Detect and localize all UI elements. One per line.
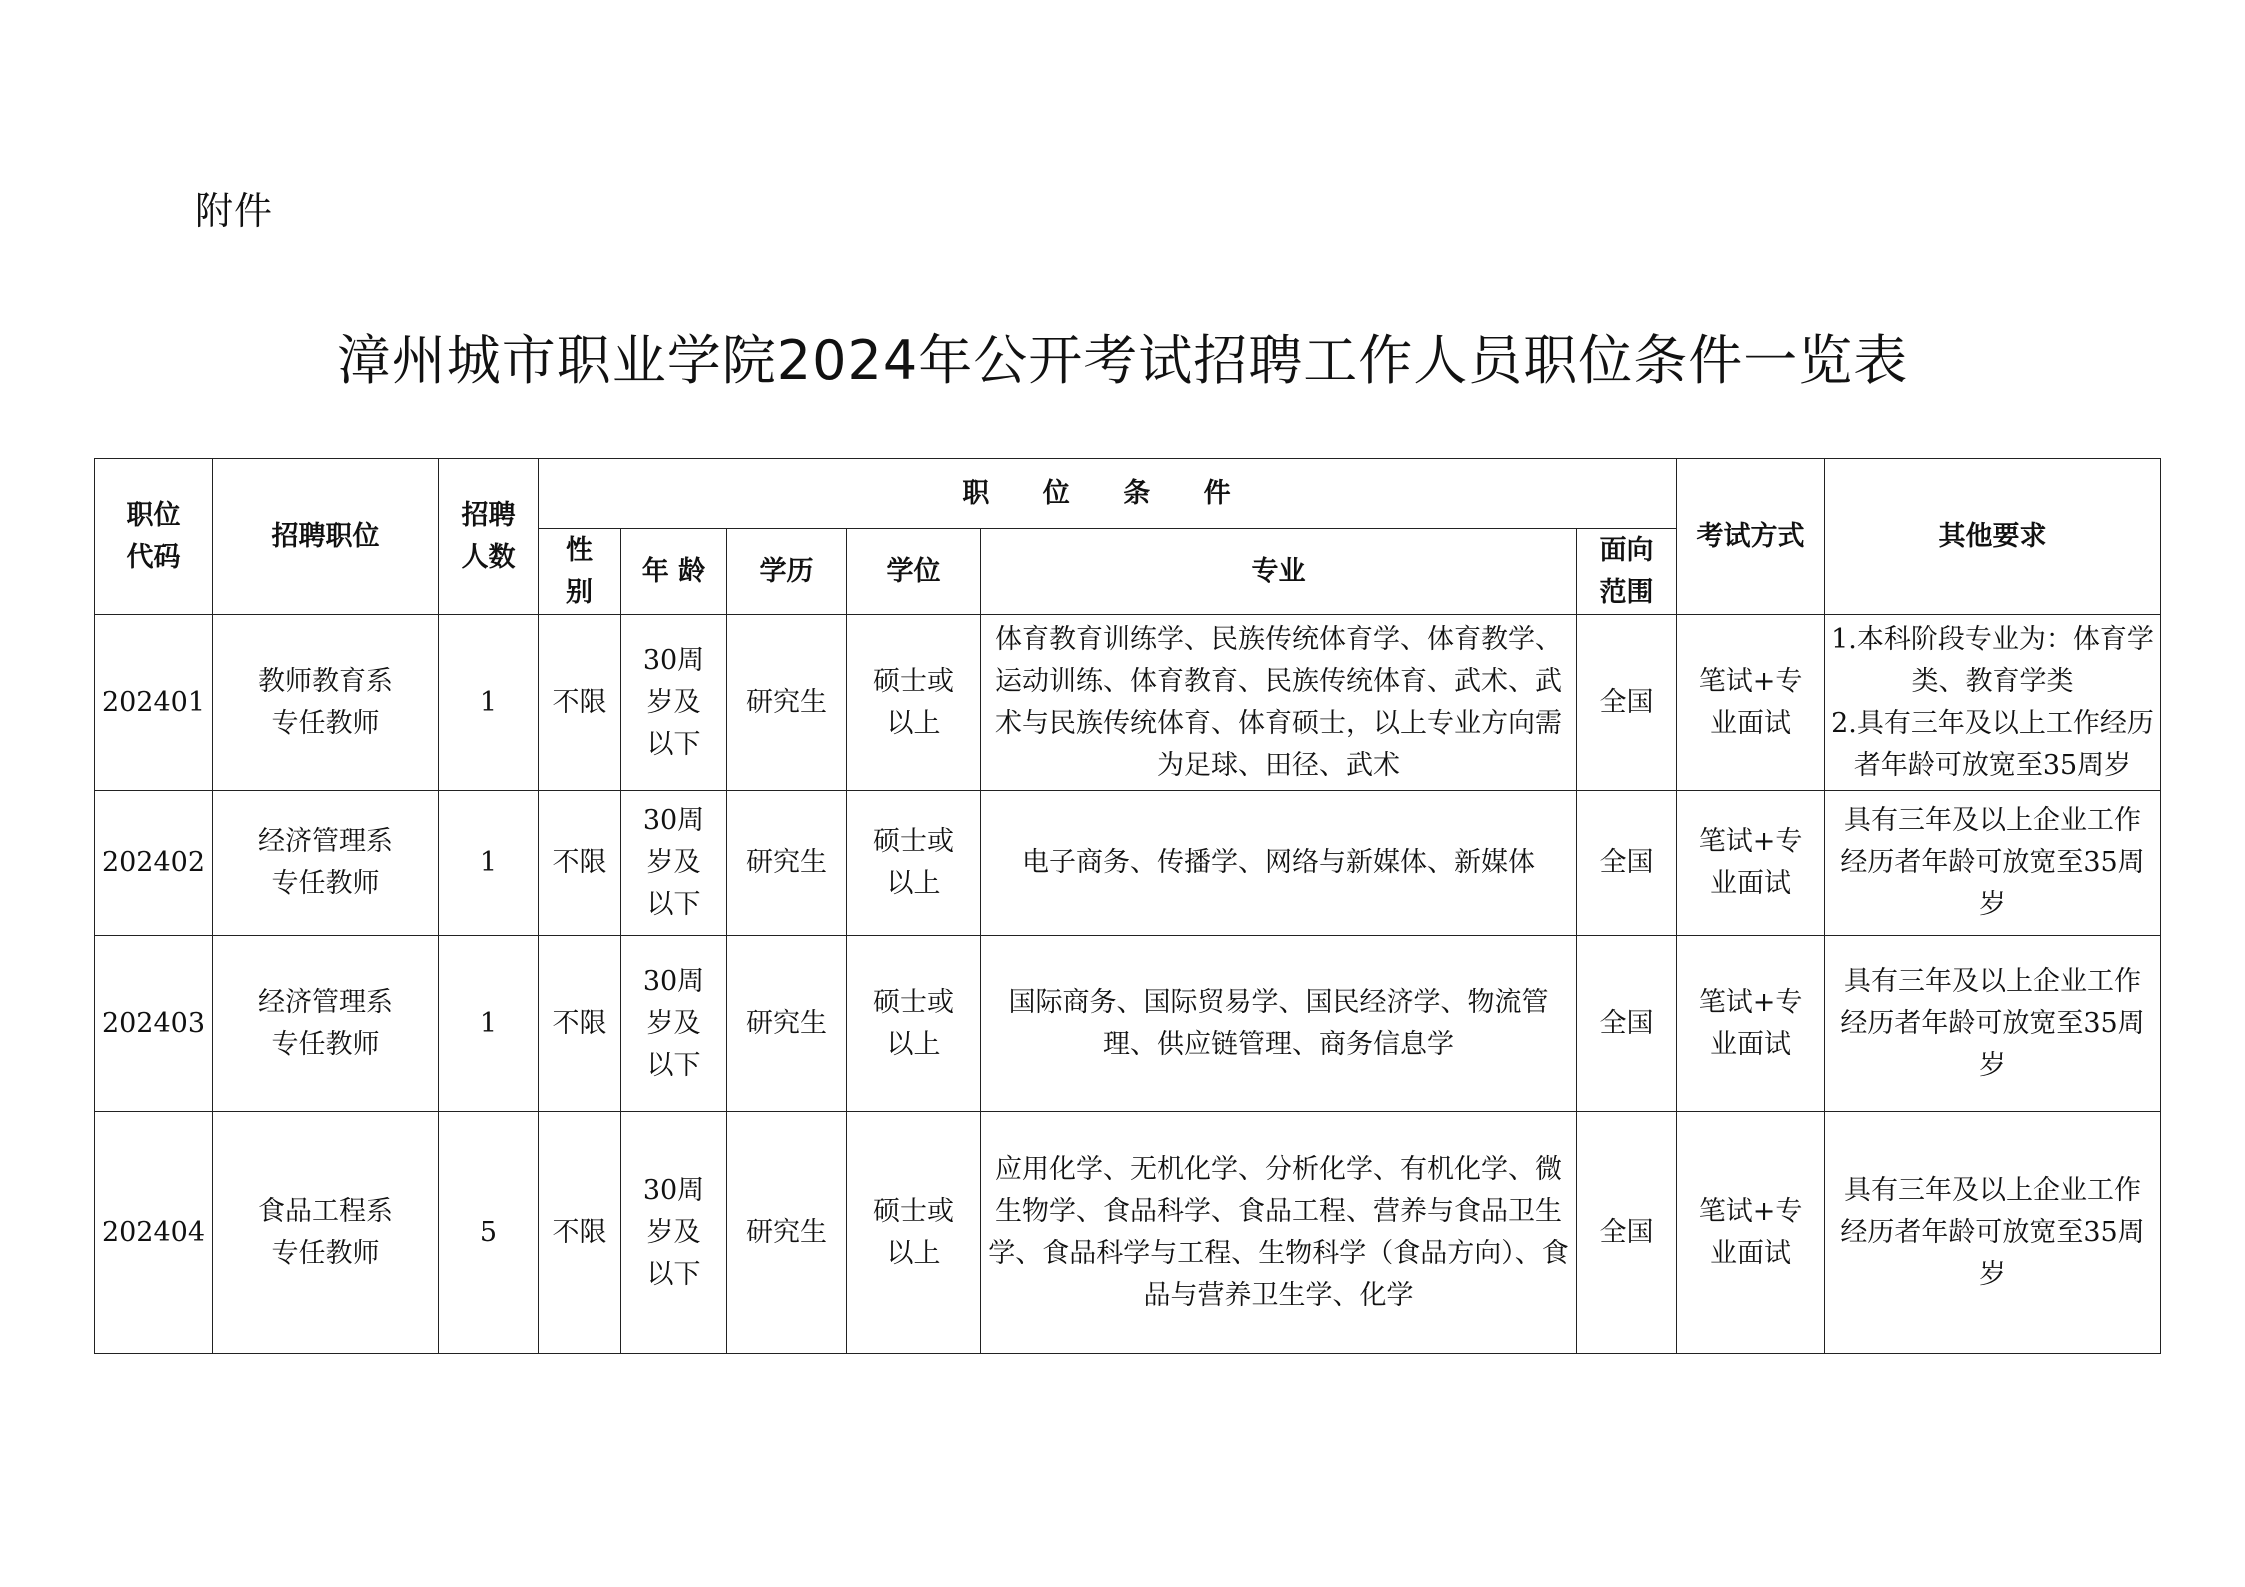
cell-major: 电子商务、传播学、网络与新媒体、新媒体 <box>981 791 1577 936</box>
cell-education: 研究生 <box>727 936 847 1112</box>
cell-line: 1.本科阶段专业为：体育学类、教育学类 <box>1831 623 2154 697</box>
cell-line: 岁及 <box>646 1216 701 1248</box>
cell-line: 范围 <box>1599 576 1654 608</box>
cell-line: 30周 <box>642 644 705 676</box>
cell-line: 业面试 <box>1710 868 1792 899</box>
cell-position <box>213 936 439 1112</box>
cell-gender: 不限 <box>539 936 621 1112</box>
cell-exam <box>1677 936 1825 1112</box>
cell-count: 1 <box>439 936 539 1112</box>
cell-line: 笔试+专 <box>1698 665 1803 697</box>
cell-line: 具有三年及以上企业工作经历者年龄可放宽至35周岁 <box>1840 1174 2145 1290</box>
cell-line: 食品工程系 <box>258 1195 393 1227</box>
header-major: 专业 <box>981 529 1577 615</box>
cell-line: 专任教师 <box>271 707 380 739</box>
cell-line: 经济管理系 <box>258 986 393 1018</box>
cell-line: 硕士或 <box>873 826 954 857</box>
cell-line: 业面试 <box>1710 1028 1792 1060</box>
cell-line: 硕士或 <box>873 986 954 1018</box>
cell-education: 研究生 <box>727 1112 847 1354</box>
cell-line: 以下 <box>646 1258 701 1290</box>
cell-gender: 不限 <box>539 615 621 791</box>
cell-line: 具有三年及以上企业工作经历者年龄可放宽至35周岁 <box>1840 805 2145 920</box>
cell-other <box>1825 936 2161 1112</box>
cell-scope: 全国 <box>1577 791 1677 936</box>
cell-line: 30周 <box>642 805 705 836</box>
cell-age <box>621 615 727 791</box>
positions-table <box>94 458 2161 1354</box>
cell-line: 业面试 <box>1710 1237 1792 1269</box>
cell-line: 2.具有三年及以上工作经历者年龄可放宽至35周岁 <box>1831 707 2154 781</box>
cell-other <box>1825 1112 2161 1354</box>
cell-major: 国际商务、国际贸易学、国民经济学、物流管理、供应链管理、商务信息学 <box>981 936 1577 1112</box>
cell-line: 笔试+专 <box>1698 1195 1803 1227</box>
cell-line: 专任教师 <box>271 868 380 899</box>
cell-line: 岁及 <box>646 1007 701 1039</box>
cell-line: 代码 <box>126 541 181 573</box>
cell-scope: 全国 <box>1577 615 1677 791</box>
cell-line: 专任教师 <box>271 1028 380 1060</box>
cell-line: 性 <box>566 534 593 566</box>
cell-exam <box>1677 1112 1825 1354</box>
cell-line: 以下 <box>646 1049 701 1081</box>
cell-line: 以上 <box>886 707 941 739</box>
cell-line: 以下 <box>646 889 701 920</box>
header-scope <box>1577 529 1677 615</box>
header-education: 学历 <box>727 529 847 615</box>
cell-line: 硕士或 <box>873 1195 954 1227</box>
cell-degree <box>847 615 981 791</box>
cell-line: 具有三年及以上企业工作经历者年龄可放宽至35周岁 <box>1840 965 2145 1081</box>
cell-code: 202401 <box>95 615 213 791</box>
header-degree: 学位 <box>847 529 981 615</box>
cell-line: 笔试+专 <box>1698 986 1803 1018</box>
cell-line: 教师教育系 <box>258 665 393 697</box>
cell-line: 职位 <box>126 499 181 531</box>
cell-line: 笔试+专 <box>1698 826 1803 857</box>
cell-gender: 不限 <box>539 1112 621 1354</box>
cell-line: 硕士或 <box>873 665 954 697</box>
cell-line: 岁及 <box>646 847 701 878</box>
cell-count: 5 <box>439 1112 539 1354</box>
table-body <box>95 615 2161 1354</box>
table-row <box>95 936 2161 1112</box>
cell-major: 体育教育训练学、民族传统体育学、体育教学、运动训练、体育教育、民族传统体育、武术、武术与民族传统体育、体育硕士，以上专业方向需为足球、田径、武术 <box>981 615 1577 791</box>
cell-count: 1 <box>439 791 539 936</box>
cell-line: 以上 <box>886 1028 941 1060</box>
cell-degree <box>847 791 981 936</box>
cell-line: 30周 <box>642 965 705 997</box>
cell-gender: 不限 <box>539 791 621 936</box>
cell-other <box>1825 791 2161 936</box>
header-gender <box>539 529 621 615</box>
cell-line: 岁及 <box>646 686 701 718</box>
cell-exam <box>1677 791 1825 936</box>
cell-scope: 全国 <box>1577 936 1677 1112</box>
cell-line: 经济管理系 <box>258 826 393 857</box>
cell-degree <box>847 1112 981 1354</box>
table-header <box>95 459 2161 615</box>
attachment-label: 附件 <box>195 189 274 233</box>
cell-line: 人数 <box>461 541 516 573</box>
cell-line: 专任教师 <box>271 1237 380 1269</box>
cell-age <box>621 1112 727 1354</box>
cell-age <box>621 936 727 1112</box>
header-age: 年 龄 <box>621 529 727 615</box>
cell-code: 202403 <box>95 936 213 1112</box>
cell-line: 30周 <box>642 1174 705 1206</box>
cell-major: 应用化学、无机化学、分析化学、有机化学、微生物学、食品科学、食品工程、营养与食品卫生学、食品科学与工程、生物科学（食品方向）、食品与营养卫生学、化学 <box>981 1112 1577 1354</box>
cell-line: 以上 <box>886 868 941 899</box>
header-code <box>95 459 213 615</box>
cell-code: 202402 <box>95 791 213 936</box>
cell-education: 研究生 <box>727 791 847 936</box>
cell-exam <box>1677 615 1825 791</box>
header-other: 其他要求 <box>1825 459 2161 615</box>
cell-position <box>213 791 439 936</box>
cell-code: 202404 <box>95 1112 213 1354</box>
cell-line: 业面试 <box>1710 707 1792 739</box>
header-conditions: 职 位 条 件 <box>539 459 1677 529</box>
table-row <box>95 791 2161 936</box>
cell-line: 面向 <box>1599 534 1654 566</box>
cell-count: 1 <box>439 615 539 791</box>
table-row <box>95 615 2161 791</box>
header-count <box>439 459 539 615</box>
table-row <box>95 1112 2161 1354</box>
cell-age <box>621 791 727 936</box>
header-position: 招聘职位 <box>213 459 439 615</box>
page-title: 漳州城市职业学院2024年公开考试招聘工作人员职位条件一览表 <box>336 329 1909 392</box>
cell-line: 以上 <box>886 1237 941 1269</box>
header-exam: 考试方式 <box>1677 459 1825 615</box>
cell-line: 招聘 <box>461 499 516 531</box>
cell-line: 以下 <box>646 728 701 760</box>
cell-scope: 全国 <box>1577 1112 1677 1354</box>
cell-other <box>1825 615 2161 791</box>
cell-degree <box>847 936 981 1112</box>
cell-education: 研究生 <box>727 615 847 791</box>
cell-position <box>213 1112 439 1354</box>
cell-position <box>213 615 439 791</box>
header-row-top <box>95 459 2161 529</box>
cell-line: 别 <box>566 576 593 608</box>
